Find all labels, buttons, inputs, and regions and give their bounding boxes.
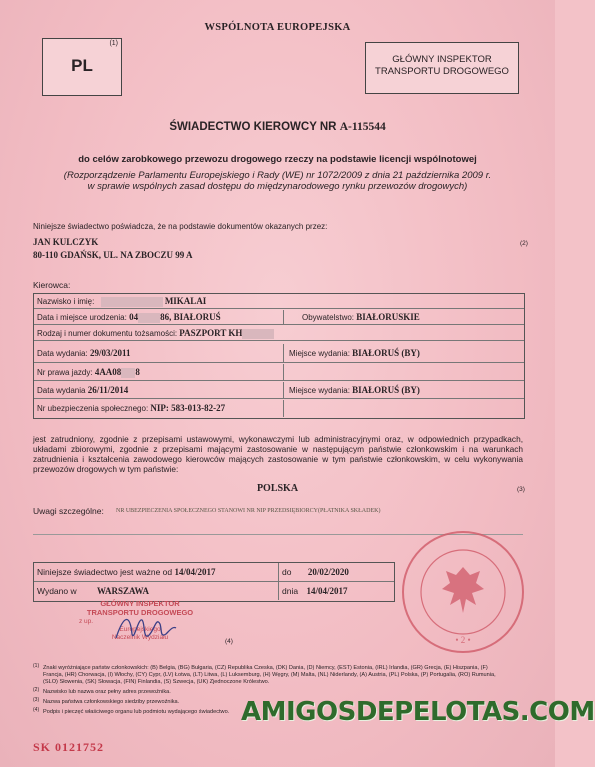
eagle-icon: [442, 567, 484, 613]
stamp-line-3: z up.: [79, 618, 94, 625]
issue-row: [34, 344, 524, 363]
footnote-1: (1) Znaki wyróżniające państw członkowskich: (B) Belgia, (BG) Bułgaria, (CZ) Republika Czeska, (DK) Dania, (D) Niemcy, (EST) Estonia, (IRL) Irlandia, (GR) Grecja, (E) Hiszpania, (F) Francja, (HR) Chorwacja, (I) Włochy, (CY) Cypr, (LV) Łotwa, (LT) Litwa, (L) Luksemburg, (H) Węgry, (M) Malta, (NL) Niderlandy, (A) Austria, (PL) Polska, (P) Portugalia, (RO) Rumunia, (SLO) Słowenia, (SK) Słowacja, (FIN) Finlandia, (S) Szwecja, (UK) Zjednoczone Królestwo.: [33, 663, 496, 685]
employment-country: POLSKA: [256, 483, 299, 494]
valid-to-label: do: [282, 567, 292, 577]
insurance-row: [34, 400, 524, 417]
country-box: [42, 38, 122, 96]
driver-birth-row: [34, 310, 524, 325]
redacted-birth: [138, 313, 160, 323]
driver-table: [33, 293, 525, 419]
certificate-title-prefix: ŚWIADECTWO KIEROWCY NR: [169, 121, 337, 133]
id-doc-value: PASZPORT KH: [179, 328, 243, 338]
issued-at-value: WARSZAWA: [96, 586, 149, 596]
license-date-value: 26/11/2014: [87, 385, 129, 395]
driver-section-label: Kierowca:: [33, 280, 71, 290]
issue-date-label: Data wydania:: [37, 349, 88, 358]
certificate-purpose: do celów zarobkowego przewozu drogowego rzeczy na podstawie licencji wspólnotowej: [78, 154, 477, 165]
id-doc-row: [34, 326, 524, 341]
insurance-value: NIP: 583-013-82-27: [150, 403, 226, 413]
license-place-label: Miejsce wydania:: [289, 386, 350, 395]
birth-label: Data i miejsce urodzenia:: [37, 313, 127, 322]
remarks-value: NR UBEZPIECZENIA SPOŁECZNEGO STANOWI NR NIP PRZEDSIĘBIORCY(PŁATNIKA SKŁADEK): [116, 508, 381, 514]
remarks-label: Uwagi szczególne:: [33, 506, 104, 516]
license-value-start: 4AA08: [94, 367, 122, 377]
redacted-license: [121, 368, 135, 378]
stamp-line-4: Europejskiego: [119, 626, 161, 633]
issued-date-value: 14/04/2017: [306, 586, 348, 596]
issued-date-label: dnia: [282, 586, 299, 596]
stamp-footnote-mark: (4): [225, 638, 233, 645]
license-date-label: Data wydania: [37, 386, 86, 395]
authority-name: GŁÓWNY INSPEKTOR TRANSPORTU DROGOWEGO: [375, 54, 509, 77]
holder-footnote-mark: (2): [520, 240, 528, 247]
signature: [110, 608, 180, 648]
redacted-surname: [101, 297, 163, 307]
insurance-label: Nr ubezpieczenia społecznego:: [37, 404, 149, 413]
issued-at-label: Wydano w: [37, 586, 77, 596]
valid-to-value: 20/02/2020: [307, 567, 349, 577]
valid-from-value: 14/04/2017: [174, 567, 216, 577]
holder-intro: Niniejsze świadectwo poświadcza, że na podstawie dokumentów okazanych przez:: [33, 222, 328, 231]
driver-name-value: MIKALAI: [164, 296, 207, 306]
site-watermark: AMIGOSDEPELOTAS.COM: [241, 697, 595, 727]
citizenship-value: BIAŁORUSKIE: [356, 312, 420, 322]
issued-row: [34, 582, 394, 600]
driver-name-label: Nazwisko i imię:: [37, 297, 95, 306]
country-footnote-mark: (1): [109, 40, 118, 47]
country-code: PL: [71, 56, 93, 75]
footnote-2: (2) Nazwisko lub nazwa oraz pełny adres przewoźnika.: [33, 687, 171, 695]
license-row: [34, 364, 524, 381]
stamp-line-2: TRANSPORTU DROGOWEGO: [86, 608, 194, 617]
driver-name-row: [34, 294, 524, 309]
footnote-4: (4) Podpis i pieczęć właściwego organu lub podmiotu wydającego świadectwo.: [33, 707, 230, 715]
official-seal: [398, 527, 528, 657]
license-issue-row: [34, 382, 524, 399]
serial-number: SK 0121752: [33, 740, 105, 754]
svg-text:• 2 •: • 2 •: [455, 635, 471, 645]
footnote-3: (3) Nazwa państwa członkowskiego siedziby przewoźnika.: [33, 697, 180, 705]
license-label: Nr prawa jazdy:: [37, 368, 93, 377]
holder-address: 80-110 GDAŃSK, UL. NA ZBOCZU 99 A: [33, 250, 193, 260]
validity-row: [34, 563, 394, 582]
regulation-text: (Rozporządzenie Parlamentu Europejskiego i Rady (WE) nr 1072/2009 z dnia 21 października 2009 r. w sprawie wspólnych zasad dostępu do międzynarodowego rynku przewozów drogowych): [63, 170, 492, 192]
validity-table: [33, 562, 395, 602]
employment-text: jest zatrudniony, zgodnie z przepisami ustawowymi, wykonawczymi lub administracyjnymi oraz, w odpowiednich przypadkach, układami zbiorowymi, zgodnie z przepisami mającymi zastosowanie w następującym państwie członkowskim i na warunkach zatrudnienia i kształcenia zawodowego kierowców mających zastosowanie w tym państwie członkowskim, w celu wykonywania przewozów drogowych w tym państwie:: [33, 434, 523, 474]
license-place-value: BIAŁORUŚ (BY): [352, 385, 420, 395]
issue-date-value: 29/03/2011: [89, 348, 131, 358]
redacted-id-doc: [242, 329, 274, 339]
birth-value-end: 86, BIAŁORUŚ: [160, 312, 221, 322]
id-doc-label: Rodzaj i numer dokumentu tożsamości:: [37, 329, 178, 338]
authority-box: [365, 42, 519, 94]
license-value-end: 8: [135, 367, 140, 377]
citizenship-label: Obywatelstwo:: [302, 313, 355, 322]
holder-name: JAN KULCZYK: [33, 237, 99, 247]
issue-place-label: Miejsce wydania:: [289, 349, 350, 358]
valid-from-label: Niniejsze świadectwo jest ważne od: [37, 567, 173, 577]
certificate-number: A-115544: [339, 121, 386, 133]
stamp-line-1: GŁÓWNY INSPEKTOR: [100, 599, 180, 608]
issue-place-value: BIAŁORUŚ (BY): [352, 348, 420, 358]
certificate-title: [0, 121, 555, 133]
stamp-line-5: Naczelnik Wydziału: [111, 634, 169, 641]
community-title: WSPÓLNOTA EUROPEJSKA: [204, 22, 351, 33]
birth-value-start: 04: [129, 312, 139, 322]
employment-footnote-mark: (3): [517, 486, 525, 493]
